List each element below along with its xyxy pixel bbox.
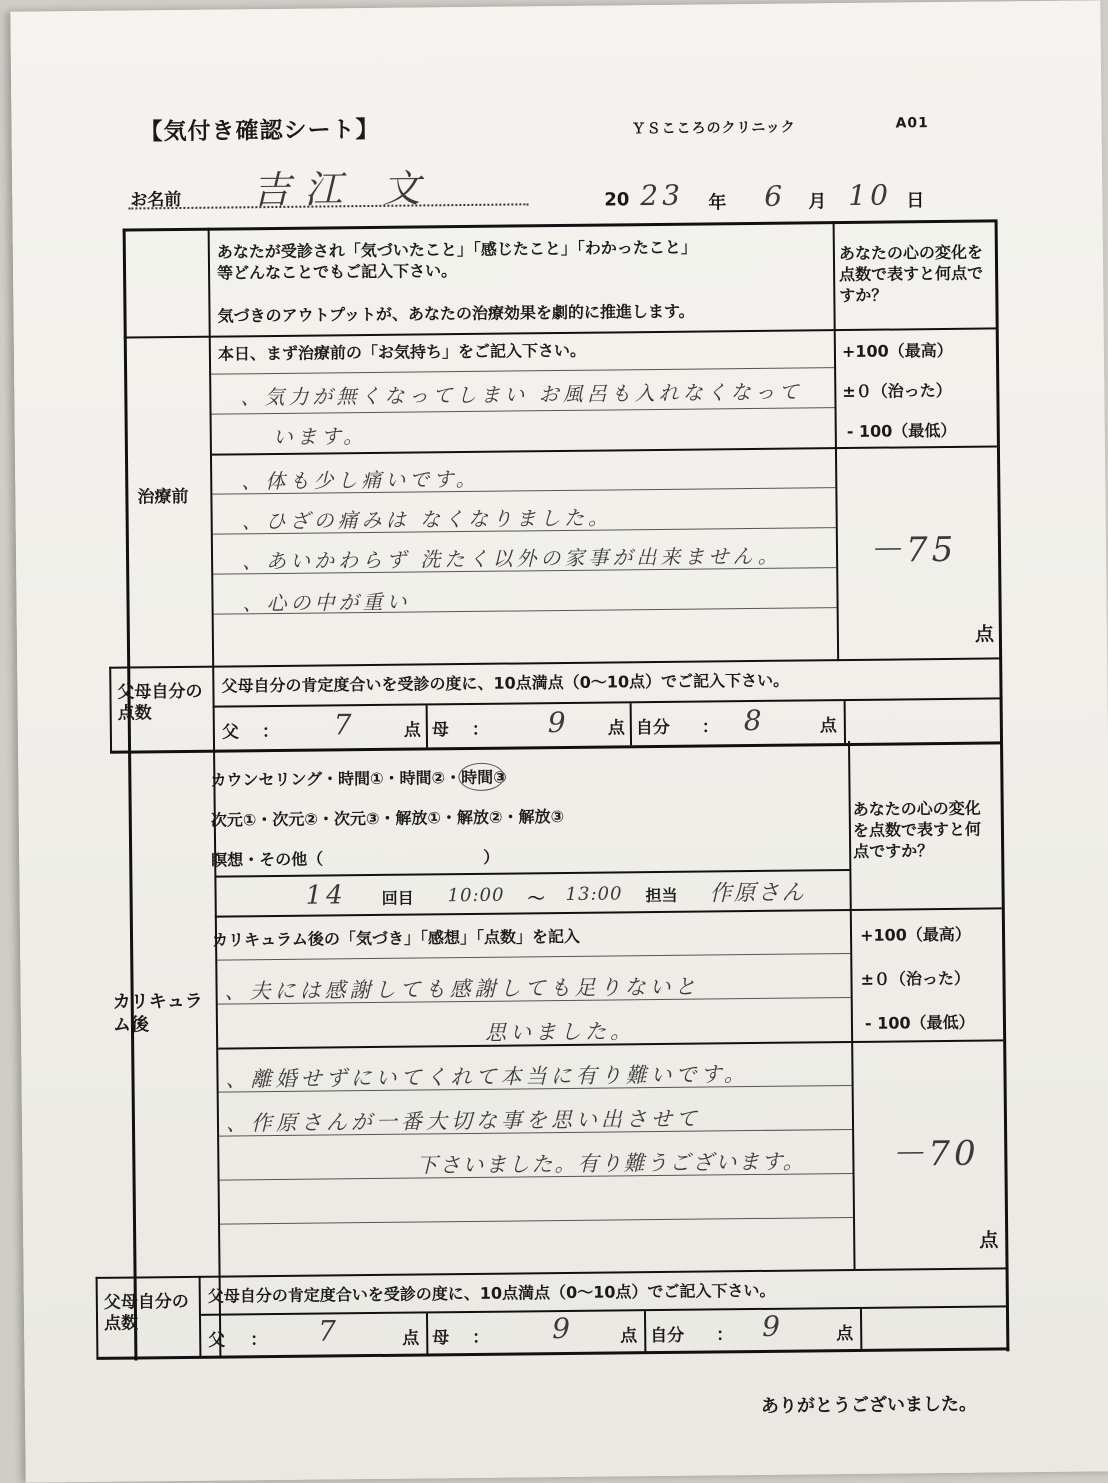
staff-label: 担当 bbox=[645, 885, 678, 906]
parents2-father-label: 父 bbox=[208, 1330, 226, 1351]
curriculum-scale-low: - 100（最低） bbox=[864, 1012, 975, 1033]
curriculum-options-2: 次元①・次元②・次元③・解放①・解放②・解放③ bbox=[210, 806, 565, 830]
curriculum-line-5: 下さいました。有り難うございます。 bbox=[416, 1149, 806, 1178]
parents1-self-colon: ： bbox=[701, 717, 719, 738]
parents1-mother-label: 母 bbox=[431, 720, 449, 741]
parents1-father-unit: 点 bbox=[403, 720, 421, 741]
parents1-mother-value: 9 bbox=[547, 705, 570, 740]
parents2-mother-unit: 点 bbox=[620, 1326, 638, 1347]
clinic-name: ＹＳこころのクリニック bbox=[631, 119, 796, 138]
sheet-title: 【気付き確認シート】 bbox=[139, 116, 380, 146]
curriculum-line-4: 、作原さんが一番大切な事を思い出させて bbox=[225, 1106, 702, 1136]
parents1-self-value: 8 bbox=[743, 703, 766, 738]
month-value: 6 bbox=[764, 179, 787, 213]
curriculum-section-label: カリキュラム後 bbox=[112, 990, 203, 1036]
curriculum-line-2: 思いました。 bbox=[484, 1019, 636, 1045]
before-line-3: 、体も少し痛いです。 bbox=[241, 466, 480, 494]
parents2-self-value: 9 bbox=[761, 1309, 785, 1343]
before-line-1: 、気力が無くなってしまい お風呂も入れなくなって bbox=[240, 379, 803, 410]
before-scale-high: +100（最高） bbox=[841, 340, 953, 362]
curriculum-side-question: あなたの心の変化を点数で表すと何点ですか？ bbox=[852, 798, 982, 861]
year-label: 年 bbox=[708, 192, 727, 214]
parents2-prompt: 父母自分の肯定度合いを受診の度に、10点満点（0〜10点）でご記入下さい。 bbox=[207, 1280, 776, 1306]
parents2-self-unit: 点 bbox=[836, 1323, 854, 1345]
sheet-code: A01 bbox=[895, 115, 929, 132]
before-score-unit: 点 bbox=[974, 623, 995, 646]
parents1-father-value: 7 bbox=[333, 708, 356, 742]
curriculum-line-3: 、離婚せずにいてくれて本当に有り難いです。 bbox=[225, 1062, 749, 1092]
parents1-self-label: 自分 bbox=[635, 717, 670, 739]
parents1-father-label: 父 bbox=[221, 722, 239, 743]
year-prefix: 20 bbox=[604, 189, 630, 211]
parents1-section-label: 父母自分の点数 bbox=[117, 681, 203, 724]
session-label: 回目 bbox=[381, 888, 414, 908]
time-tilde: 〜 bbox=[527, 889, 545, 910]
curriculum-score-unit: 点 bbox=[979, 1229, 999, 1252]
before-line-2: います。 bbox=[272, 424, 368, 450]
parents2-self-label: 自分 bbox=[650, 1325, 685, 1347]
before-line-5: 、あいかわらず 洗たく以外の家事が出来ません。 bbox=[241, 543, 782, 574]
year-value: 23 bbox=[640, 178, 685, 213]
parents2-father-unit: 点 bbox=[402, 1328, 420, 1349]
parents1-father-colon: ： bbox=[261, 721, 279, 743]
before-score: －75 bbox=[867, 529, 958, 571]
parents1-mother-colon: ： bbox=[471, 719, 489, 740]
parents2-father-colon: ： bbox=[250, 1330, 268, 1351]
before-line-4: 、ひざの痛みは なくなりました。 bbox=[241, 505, 613, 534]
curriculum-prompt: カリキュラム後の「気づき」「感想」「点数」を記入 bbox=[211, 926, 580, 950]
form-table bbox=[10, 0, 1100, 11]
curriculum-scale-high: +100（最高） bbox=[859, 924, 971, 945]
intro-line-3: 気づきのアウトプットが、あなたの治療効果を劇的に推進します。 bbox=[217, 301, 695, 326]
before-section-label: 治療前 bbox=[137, 486, 189, 508]
before-line-6: 、心の中が重い bbox=[242, 589, 411, 616]
thanks-message: ありがとうございました。 bbox=[760, 1393, 978, 1417]
time-from: 10:00 bbox=[447, 884, 505, 907]
time-to: 13:00 bbox=[565, 883, 623, 905]
parents2-mother-value: 9 bbox=[551, 1311, 575, 1346]
before-scale-mid: ±０（治った） bbox=[842, 380, 952, 402]
staff-value: 作原さん bbox=[709, 880, 806, 907]
curriculum-scale-mid: ±０（治った） bbox=[860, 968, 971, 989]
parents1-prompt: 父母自分の肯定度合いを受診の度に、10点満点（0〜10点）でご記入下さい。 bbox=[221, 670, 790, 696]
name-value: 吉江 文 bbox=[251, 166, 435, 213]
curriculum-options-1: カウンセリング・時間①・時間②・時間③ bbox=[210, 767, 507, 790]
day-value: 10 bbox=[848, 178, 893, 212]
curriculum-options-3: 瞑想・その他（ ） bbox=[211, 847, 500, 870]
parents1-mother-unit: 点 bbox=[607, 718, 625, 739]
before-prompt: 本日、まず治療前の「お気持ち」をご記入下さい。 bbox=[217, 340, 587, 364]
parents2-mother-colon: ： bbox=[472, 1327, 490, 1348]
intro-side-question: あなたの心の変化を点数で表すと何点ですか？ bbox=[838, 242, 984, 306]
curriculum-score: －70 bbox=[890, 1133, 980, 1175]
intro-line-2: 等どんなことでもご記入下さい。 bbox=[216, 261, 458, 283]
parents2-section-label: 父母自分の点数 bbox=[103, 1291, 189, 1334]
name-label: お名前 bbox=[130, 189, 182, 211]
parents2-mother-label: 母 bbox=[432, 1328, 450, 1349]
session-count: 14 bbox=[305, 880, 347, 911]
parents2-self-colon: ： bbox=[716, 1325, 734, 1346]
before-scale-low: - 100（最低） bbox=[846, 420, 957, 442]
curriculum-line-1: 、夫には感謝しても感謝しても足りないと bbox=[224, 974, 700, 1004]
parents2-father-value: 7 bbox=[317, 1314, 341, 1348]
month-label: 月 bbox=[808, 191, 827, 213]
intro-line-1: あなたが受診され「気づいたこと」「感じたこと」「わかったこと」 bbox=[216, 237, 697, 262]
day-label: 日 bbox=[906, 190, 925, 212]
parents1-self-unit: 点 bbox=[819, 716, 837, 737]
worksheet-paper bbox=[10, 0, 1108, 1482]
